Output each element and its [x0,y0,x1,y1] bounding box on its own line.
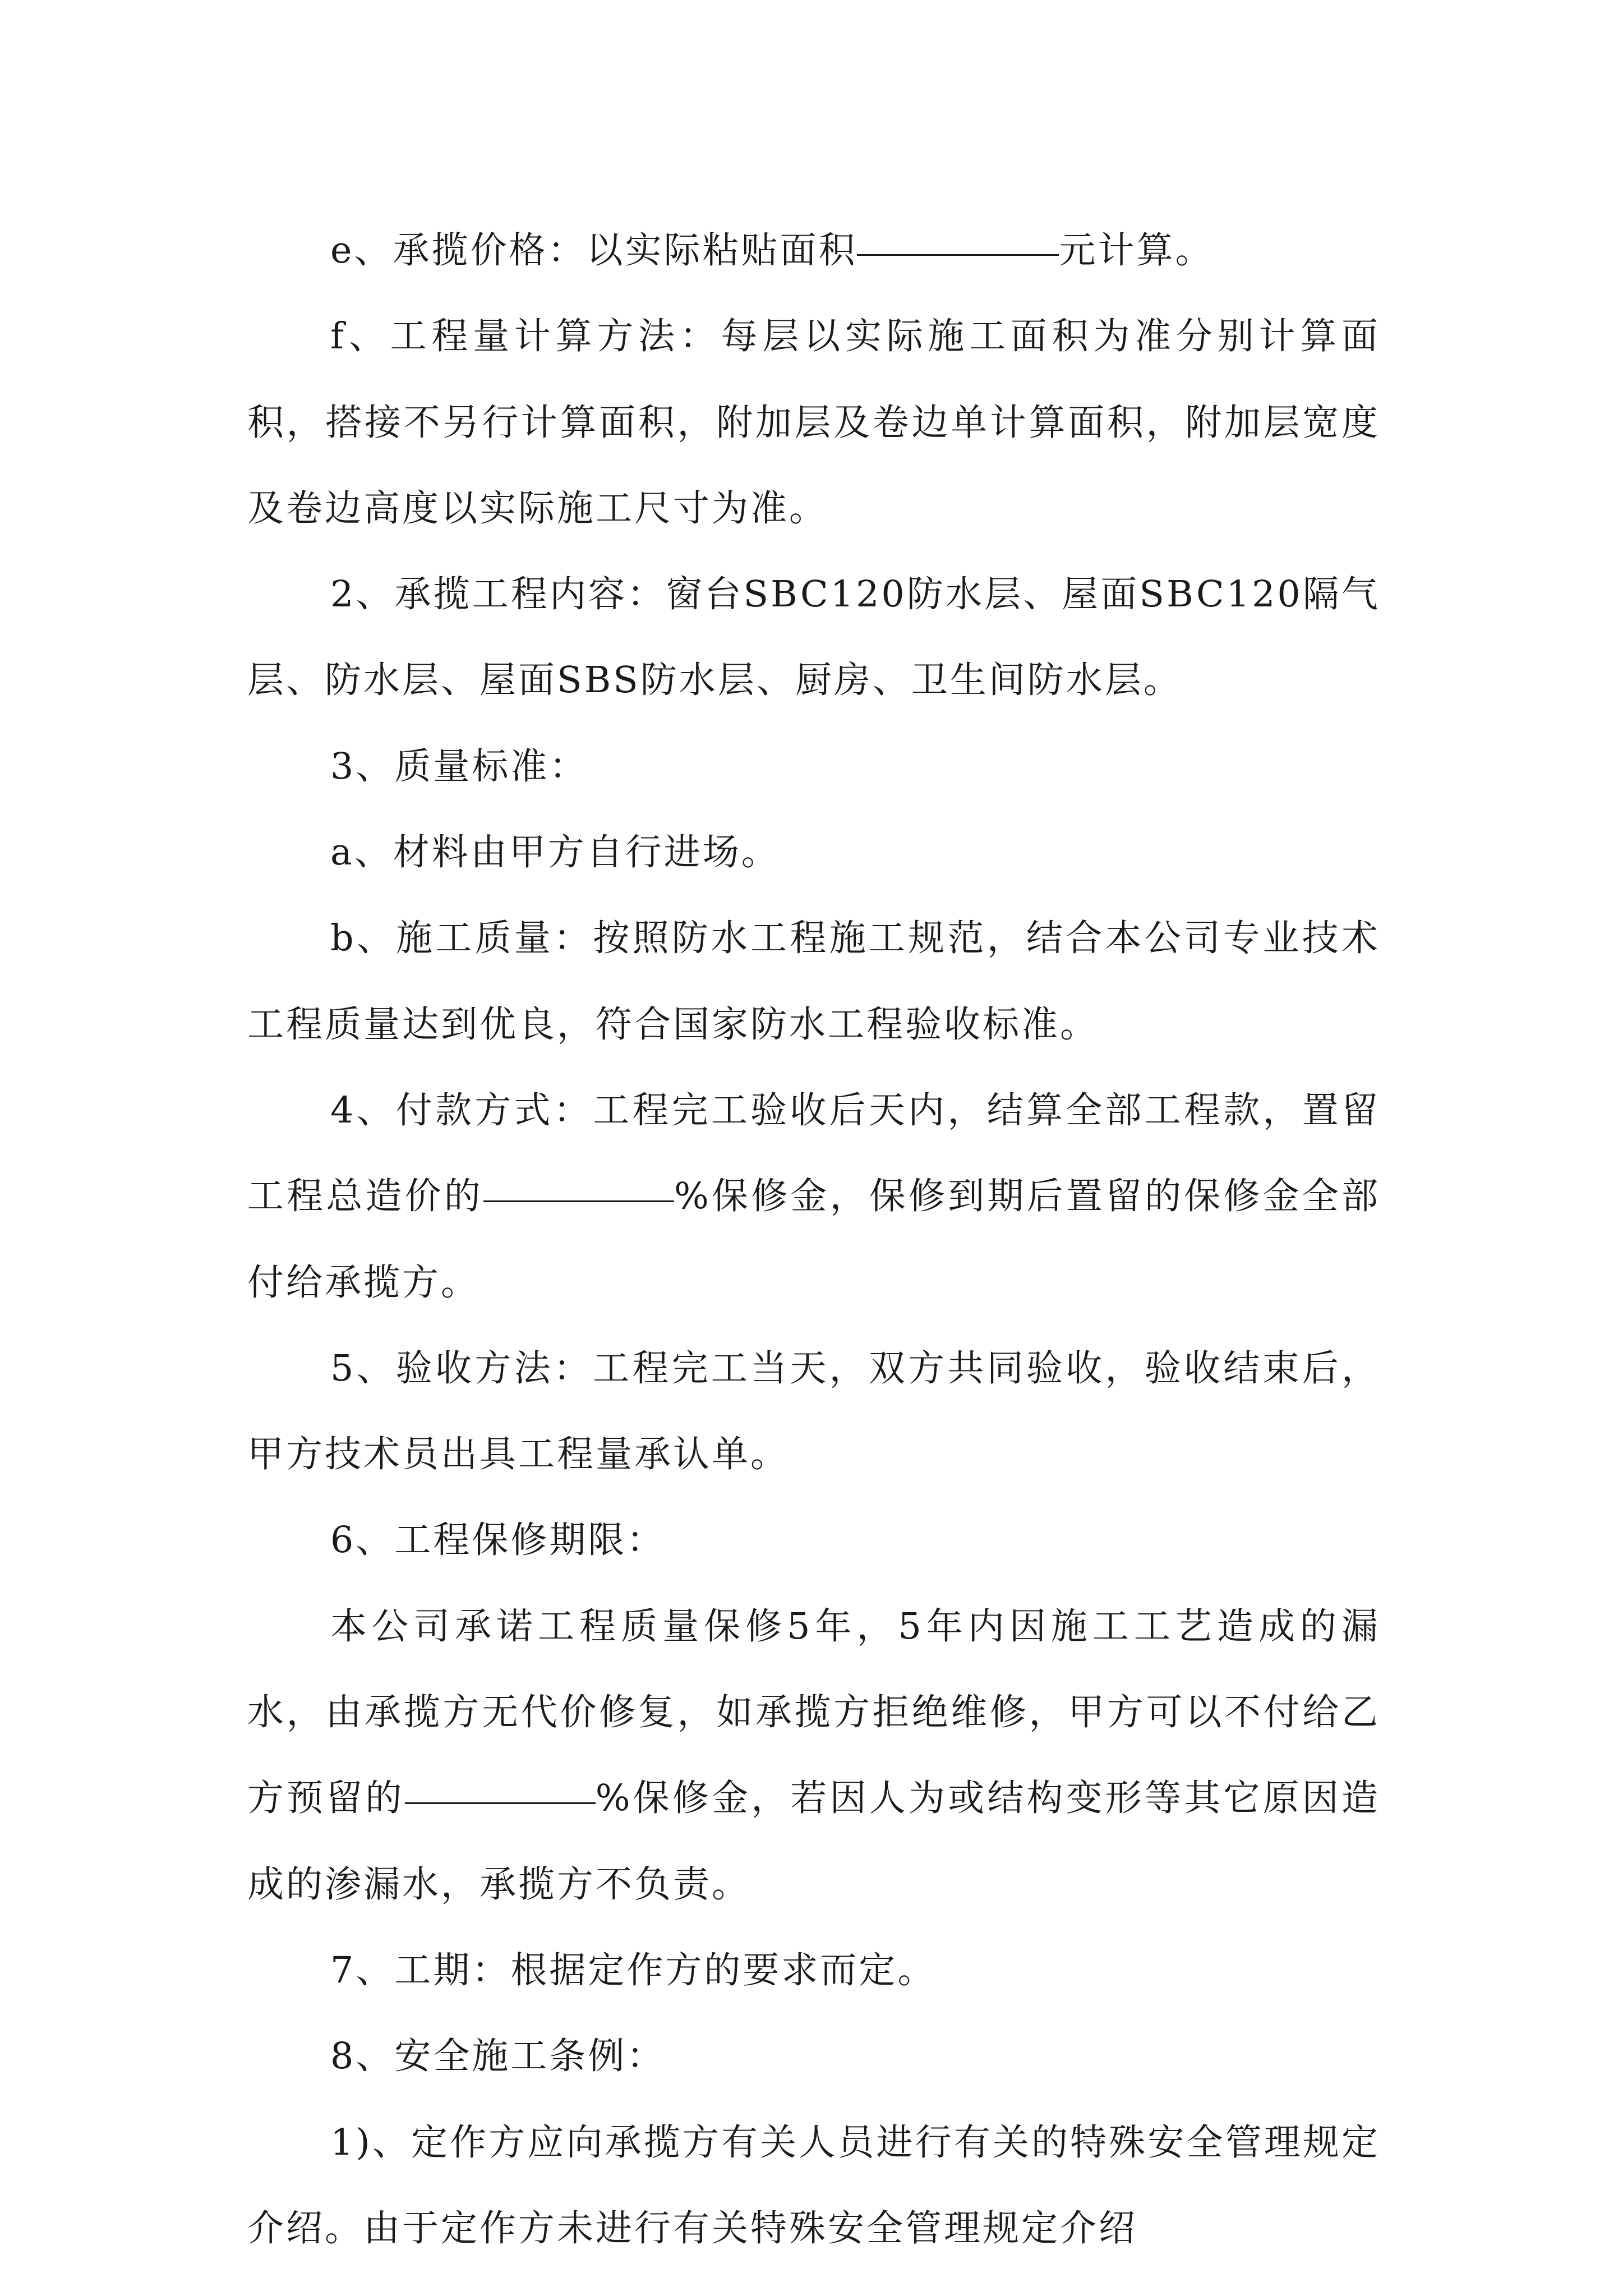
document-body [247,208,1380,2271]
paragraph-warranty [247,1584,1380,1927]
paragraph-acceptance: 5、验收方法：工程完工当天，双方共同验收，验收结束后，甲方技术员出具工程量承认单。 [247,1347,1380,1476]
warranty-blank [405,1802,596,1804]
paragraph-scope: 2、承揽工程内容：窗台SBC120防水层、屋面SBC120隔气层、防水层、屋面SBS防水层、厨房、卫生间防水层。 [247,573,1380,702]
payment-blank [483,1200,674,1202]
paragraph-price [247,208,1380,293]
paragraph-materials: a、材料由甲方自行进场。 [330,831,780,874]
warranty-text-end: %保修金，若因人为或结构变形等其它原因造成的渗漏水，承揽方不负责。 [247,1777,1380,1906]
paragraph-safety-heading: 8、安全施工条例： [330,2035,666,2078]
paragraph-construction-quality: b、施工质量：按照防水工程施工规范，结合本公司专业技术工程质量达到优良，符合国家防水工程验收标准。 [247,917,1380,1046]
price-text-end: 元计算。 [1059,229,1214,272]
payment-text-end: %保修金，保修到期后置留的保修金全部付给承揽方。 [247,1175,1380,1304]
warranty-text: 本公司承诺工程质量保修5年，5年内因施工工艺造成的漏水，由承揽方无代价修复，如承揽方拒绝维修，甲方可以不付给乙方预留的 [247,1605,1380,1820]
paragraph-schedule: 7、工期：根据定作方的要求而定。 [330,1949,937,1991]
paragraph-quality-heading: 3、质量标准： [330,745,588,788]
paragraph-payment [247,1068,1380,1326]
price-blank [857,254,1059,256]
paragraph-warranty-heading: 6、工程保修期限： [330,1519,666,1562]
payment-text: 4、付款方式：工程完工验收后天内，结算全部工程款，置留工程总造价的 [247,1089,1380,1218]
paragraph-safety-1: 1)、定作方应向承揽方有关人员进行有关的特殊安全管理规定介绍。由于定作方未进行有关特殊安全管理规定介绍 [247,2121,1380,2249]
paragraph-quantity-method: f、工程量计算方法：每层以实际施工面积为准分别计算面积，搭接不另行计算面积，附加层及卷边单计算面积，附加层宽度及卷边高度以实际施工尺寸为准。 [247,315,1380,530]
price-text: e、承揽价格：以实际粘贴面积 [330,229,857,272]
